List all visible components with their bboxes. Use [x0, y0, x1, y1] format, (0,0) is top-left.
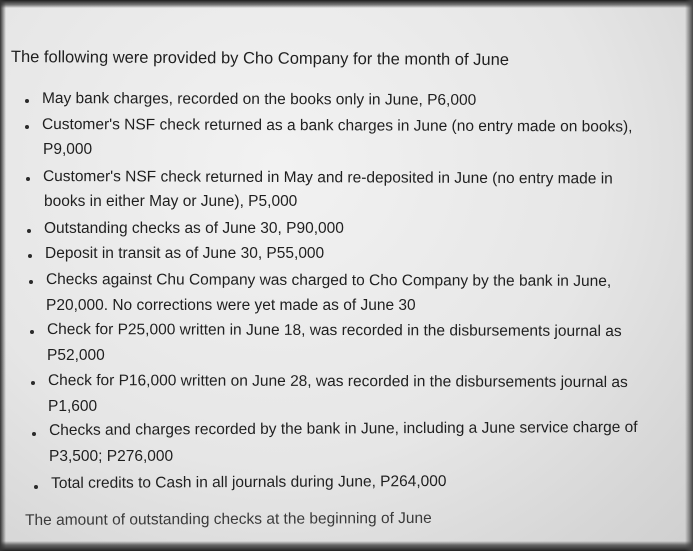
list-item-line: P20,000. No corrections were yet made as of June 30: [46, 297, 416, 314]
bullet-marker: [32, 432, 36, 436]
list-item-line: Customer's NSF check returned in May and re-deposited in June (no entry made in: [42, 168, 613, 188]
problem-heading: The following were provided by Cho Company for the month of June: [10, 48, 510, 70]
question-text: The amount of outstanding checks at the beginning of June: [25, 509, 432, 529]
list-item-line: Total credits to Cash in all journals during June, P264,000: [51, 472, 447, 492]
list-item-line: P52,000: [47, 347, 105, 364]
list-item-line: Checks and charges recorded by the bank in June, including a June service charge of: [49, 418, 638, 439]
bullet-marker: [34, 485, 38, 489]
list-item-line: Checks against Chu Company was charged to Cho Company by the bank in June,: [45, 271, 612, 290]
list-item-line: Check for P25,000 written in June 18, was recorded in the disbursements journal as: [46, 321, 622, 341]
list-item-line: Check for P16,000 written on June 28, was recorded in the disbursements journal as: [47, 372, 628, 392]
list-item-line: P9,000: [43, 141, 93, 158]
bullet-marker: [30, 330, 34, 334]
list-item-line: Outstanding checks as of June 30, P90,000: [44, 220, 344, 237]
list-item-line: Deposit in transit as of June 30, P55,000: [45, 245, 325, 262]
bullet-marker: [26, 177, 30, 181]
list-item-line: Customer's NSF check returned as a bank charges in June (no entry made on books),: [41, 116, 633, 136]
bullet-marker: [31, 381, 35, 385]
bullet-marker: [25, 125, 29, 129]
bullet-marker: [28, 254, 32, 258]
list-item-line: books in either May or June), P5,000: [44, 193, 298, 210]
list-item-line: P1,600: [48, 398, 98, 415]
bullet-marker: [27, 229, 31, 233]
bullet-marker: [25, 99, 29, 103]
list-item-line: P3,500; P276,000: [49, 448, 174, 465]
bullet-marker: [29, 280, 33, 284]
list-item-line: May bank charges, recorded on the books only in June, P6,000: [41, 90, 477, 109]
